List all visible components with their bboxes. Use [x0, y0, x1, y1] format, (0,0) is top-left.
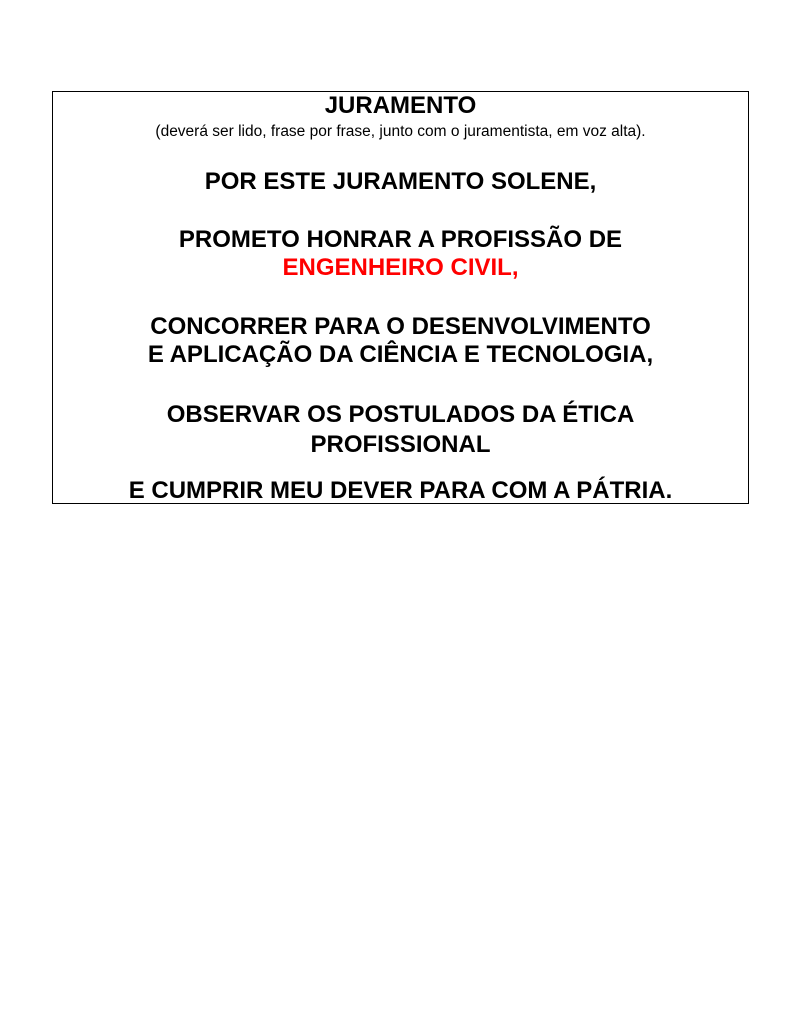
oath-line-1: POR ESTE JURAMENTO SOLENE,	[204, 168, 597, 195]
oath-line-2: PROMETO HONRAR A PROFISSÃO DE	[178, 226, 623, 253]
oath-line-7: PROFISSIONAL	[310, 431, 491, 458]
oath-line-8: E CUMPRIR MEU DEVER PARA COM A PÁTRIA.	[128, 477, 673, 504]
reading-instruction: (deverá ser lido, frase por frase, junto com o juramentista, em voz alta).	[155, 123, 646, 140]
document-title: JURAMENTO	[324, 92, 477, 119]
oath-line-4: CONCORRER PARA O DESENVOLVIMENTO	[150, 313, 651, 340]
oath-box	[52, 91, 749, 504]
oath-line-5: E APLICAÇÃO DA CIÊNCIA E TECNOLOGIA,	[147, 341, 654, 368]
oath-line-6: OBSERVAR OS POSTULADOS DA ÉTICA	[166, 401, 635, 428]
oath-line-profession: ENGENHEIRO CIVIL,	[282, 254, 519, 281]
